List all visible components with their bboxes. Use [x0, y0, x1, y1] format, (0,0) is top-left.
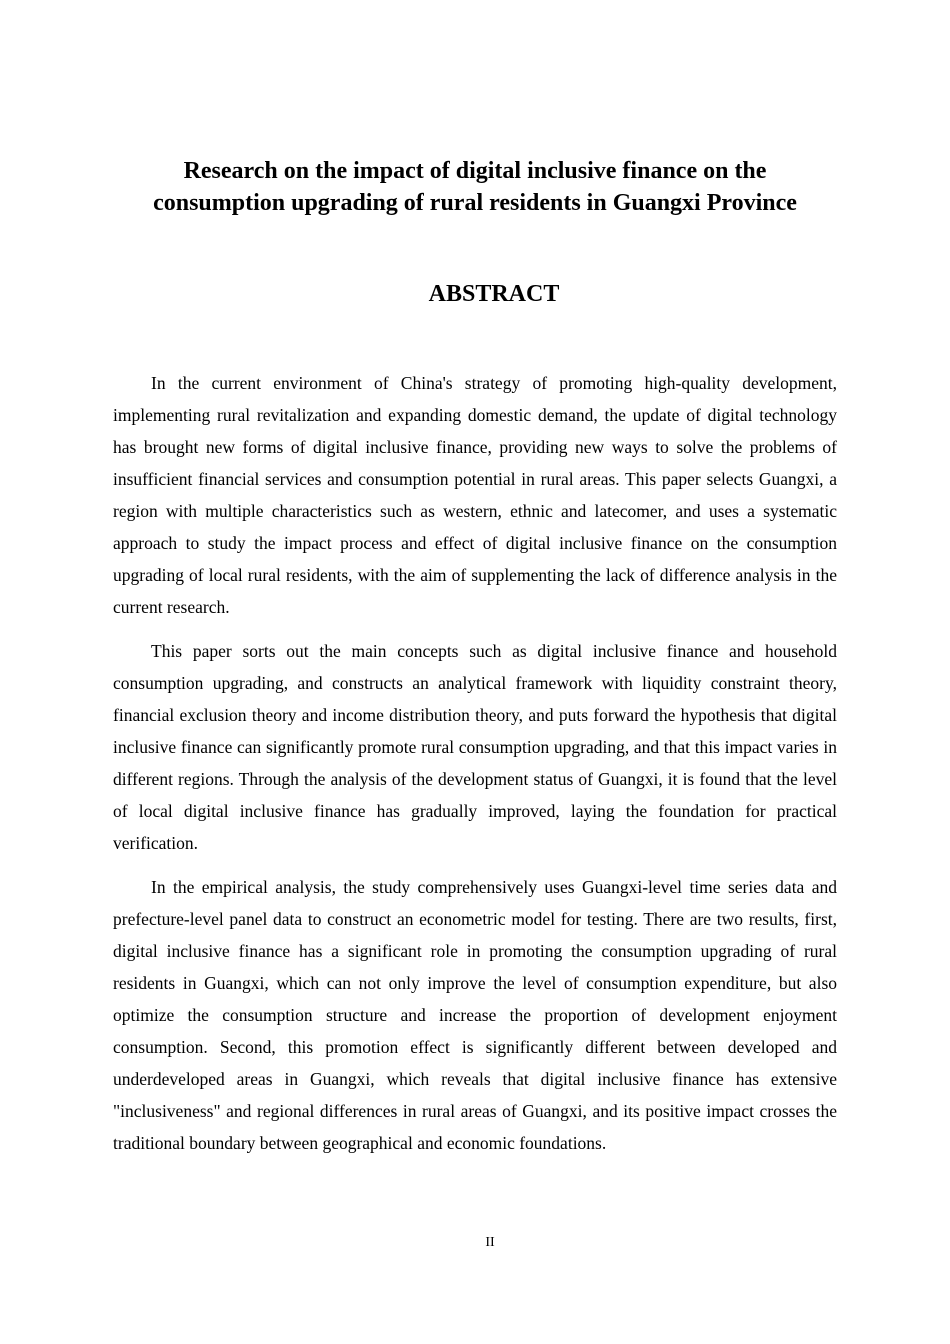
page-number: II — [485, 1235, 495, 1250]
paper-title — [113, 155, 837, 219]
abstract-body — [113, 367, 837, 1171]
abstract-paragraph-1: In the current environment of China's strategy of promoting high-quality development, implementing rural revitalization and expanding domestic demand, the update of digital technology has brought new forms of digital inclusive finance, providing new ways to solve the problems of insufficient financial services and consumption potential in rural areas. This paper selects Guangxi, a region with multiple characteristics such as western, ethnic and latecomer, and uses a systematic approach to study the impact process and effect of digital inclusive finance on the consumption upgrading of local rural residents, with the aim of supplementing the lack of difference analysis in the current research. — [113, 373, 837, 617]
abstract-heading: ABSTRACT — [428, 281, 560, 307]
abstract-paragraph-3: In the empirical analysis, the study comprehensively uses Guangxi-level time series data and prefecture-level panel data to construct an econometric model for testing. There are two results, first, digital inclusive finance has a significant role in promoting the consumption upgrading of rural residents in Guangxi, which can not only improve the level of consumption expenditure, but also optimize the consumption structure and increase the proportion of development enjoyment consumption. Second, this promotion effect is significantly different between developed and underdeveloped areas in Guangxi, which reveals that digital inclusive finance has extensive "inclusiveness" and regional differences in rural areas of Guangxi, and its positive impact crosses the traditional boundary between geographical and economic foundations. — [113, 877, 837, 1153]
paper-title-line-1: Research on the impact of digital inclusive finance on the — [183, 158, 767, 184]
abstract-paragraph-2: This paper sorts out the main concepts such as digital inclusive finance and household consumption upgrading, and constructs an analytical framework with liquidity constraint theory, financial exclusion theory and income distribution theory, and puts forward the hypothesis that digital inclusive finance can significantly promote rural consumption upgrading, and that this impact varies in different regions. Through the analysis of the development status of Guangxi, it is found that the level of local digital inclusive finance has gradually improved, laying the foundation for practical verification. — [113, 641, 837, 853]
paper-title-line-2: consumption upgrading of rural residents in Guangxi Province — [153, 190, 797, 216]
